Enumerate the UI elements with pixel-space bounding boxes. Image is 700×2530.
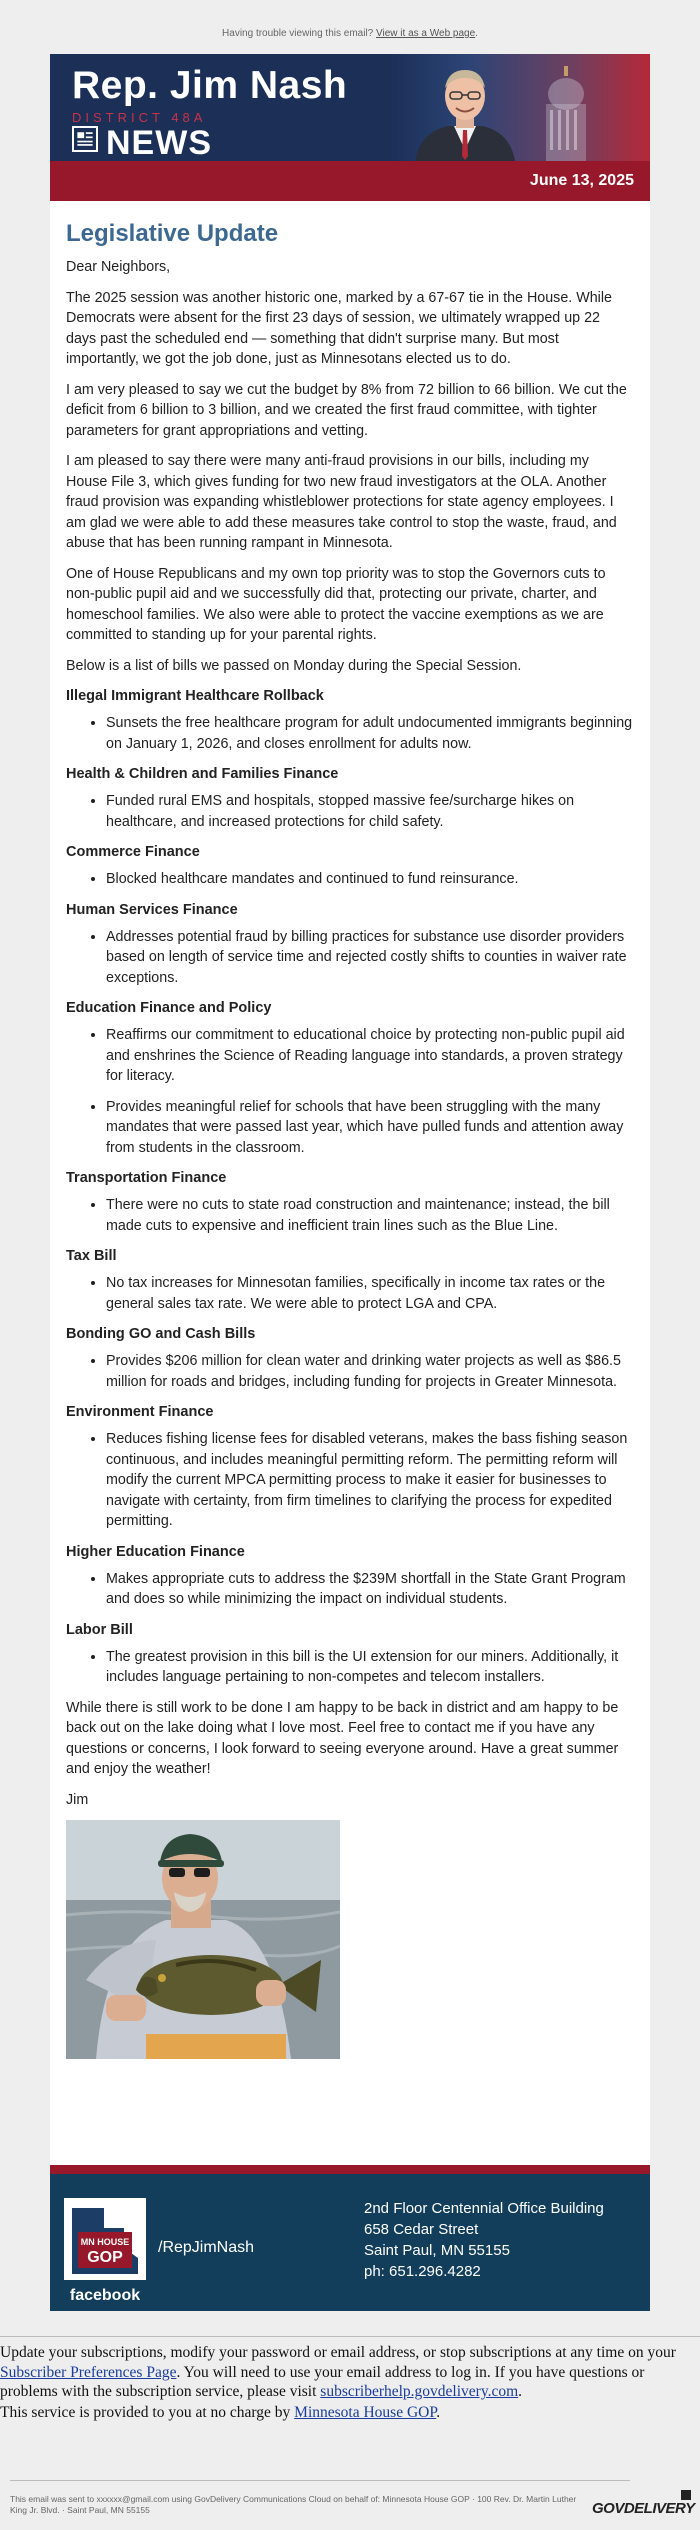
list-item: • Provides $206 million for clean water and drinking water projects as well as $86.5 million for roads and bridges, including funding for projects in Greater Minnesota. bbox=[106, 1351, 634, 1392]
address-line: Saint Paul, MN 55155 bbox=[364, 2242, 510, 2259]
address-line: 2nd Floor Centennial Office Building bbox=[364, 2200, 604, 2217]
section-list bbox=[90, 1195, 634, 1236]
closing-paragraph: While there is still work to be done I am happy to be back in district and am happy to be back out on the lake doing what I love most. Feel free to contact me if you have any questions or concerns, I look forward to seeing everyone around. Have a great summer and enjoy the weather! bbox=[66, 1699, 619, 1777]
subscription-notice bbox=[0, 2343, 700, 2402]
section-list bbox=[90, 1351, 634, 1392]
list-item: • Sunsets the free healthcare program for adult undocumented immigrants beginning on January 1, 2026, and closes enrollment for adults now. bbox=[106, 713, 634, 754]
section-list bbox=[90, 791, 634, 832]
web-view-notice bbox=[0, 28, 700, 39]
section-list bbox=[90, 869, 634, 890]
budget-paragraph: I am very pleased to say we cut the budget by 8% from 72 billion to 66 billion. We cut the deficit from 6 billion to 3 billion, and we created the first fraud committee, with tighter parameters for grant appropriations and vetting. bbox=[66, 381, 627, 439]
logo-line-2: GOP bbox=[87, 2249, 123, 2266]
fine-print: This email was sent to xxxxxx@gmail.com using GovDelivery Communications Cloud on behalf of: Minnesota House GOP · 100 Rev. Dr. Martin Luther King Jr. Blvd. · Saint Paul, MN 55155 bbox=[10, 2494, 577, 2515]
list-item: • Addresses potential fraud by billing practices for substance use disorder providers based on length of service time and rejected costly shifts to counties in waiver rate exceptions. bbox=[106, 927, 634, 989]
signoff: Jim bbox=[66, 1791, 89, 1808]
section-list bbox=[90, 927, 634, 989]
subscriber-preferences-link[interactable]: Subscriber Preferences Page bbox=[0, 2363, 177, 2381]
section-heading: Bonding GO and Cash Bills bbox=[66, 1326, 256, 1342]
greeting: Dear Neighbors, bbox=[66, 259, 171, 275]
govdelivery-flag-icon bbox=[681, 2490, 691, 2500]
subscription-text-1: Update your subscriptions, modify your password or email address, or stop subscriptions at any time on your bbox=[0, 2344, 676, 2361]
subscription-text-3: . bbox=[518, 2383, 523, 2400]
section-heading: Labor Bill bbox=[66, 1621, 133, 1638]
web-view-lead: Having trouble viewing this email? bbox=[222, 28, 374, 39]
section-list bbox=[90, 713, 634, 754]
list-item: • Reduces fishing license fees for disabled veterans, makes the bass fishing season continuous, and includes meaningful permitting reform. The permitting reform will modify the current MPCA permitting process to make it easier for businesses to navigate with certainty, from firm timelines to clarifying the process for expedited permitting. bbox=[106, 1429, 634, 1532]
section-heading: Tax Bill bbox=[66, 1248, 117, 1264]
bills-intro-paragraph: Below is a list of bills we passed on Monday during the Special Session. bbox=[66, 657, 522, 674]
list-item: • There were no cuts to state road construction and maintenance; instead, the bill made cuts to expensive and inefficient train lines such as the Blue Line. bbox=[106, 1195, 634, 1236]
office-address bbox=[364, 2198, 604, 2282]
issue-date: June 13, 2025 bbox=[529, 172, 634, 189]
divider bbox=[10, 2480, 630, 2481]
logo-caption: facebook bbox=[69, 2287, 141, 2304]
section-heading: Environment Finance bbox=[66, 1404, 214, 1420]
section-heading: Human Services Finance bbox=[66, 901, 238, 918]
intro-paragraph: The 2025 session was another historic one, marked by a 67-67 tie in the House. While Democrats were absent for the first 23 days of session, we ultimately wrapped up 22 days past the scheduled end — something that didn't surprise many. But most importantly, we got the job done, just as Minnesotans elected us to do. bbox=[66, 289, 612, 367]
section-list bbox=[90, 1647, 634, 1688]
facebook-handle-link[interactable]: /RepJimNash bbox=[158, 2239, 255, 2256]
contact-footer bbox=[50, 2165, 650, 2311]
header-banner bbox=[50, 54, 650, 161]
fishing-photo bbox=[66, 1820, 340, 2059]
list-item: • Makes appropriate cuts to address the $239M shortfall in the State Grant Program and does so while minimizing the impact on individual students. bbox=[106, 1569, 634, 1610]
capitol-dome-icon bbox=[540, 64, 610, 161]
subscriber-help-link[interactable]: subscriberhelp.govdelivery.com bbox=[320, 2383, 519, 2400]
list-item: • Blocked healthcare mandates and continued to fund reinsurance. bbox=[106, 869, 634, 890]
section-heading: Health & Children and Families Finance bbox=[66, 766, 339, 782]
list-item: • Funded rural EMS and hospitals, stopped massive fee/surcharge hikes on healthcare, and increased protections for child safety. bbox=[106, 791, 634, 832]
newsletter-title: Legislative Update bbox=[66, 220, 279, 247]
section-list bbox=[90, 1273, 634, 1314]
provided-text: This service is provided to you at no charge by bbox=[0, 2404, 295, 2421]
web-view-tail: . bbox=[475, 28, 478, 39]
list-item: • No tax increases for Minnesotan families, specifically in income tax rates or the general sales tax rate. We were able to protect LGA and CPA. bbox=[106, 1273, 634, 1314]
section-heading: Illegal Immigrant Healthcare Rollback bbox=[66, 688, 324, 704]
banner-name: Rep. Jim Nash bbox=[72, 64, 348, 107]
banner-district: DISTRICT 48A bbox=[72, 110, 207, 125]
logo-line-1: MN HOUSE bbox=[80, 2237, 130, 2247]
section-list bbox=[90, 1569, 634, 1610]
banner-news: NEWS bbox=[106, 124, 212, 161]
divider bbox=[0, 2336, 700, 2337]
section-heading: Commerce Finance bbox=[66, 844, 200, 860]
subscription-text-2: . You will need to use your email address to log in. If you have questions or problems with the subscription service, please visit bbox=[0, 2363, 645, 2400]
section-list bbox=[90, 1025, 634, 1158]
newspaper-icon bbox=[72, 126, 98, 152]
house-gop-link[interactable]: Minnesota House GOP bbox=[294, 2404, 437, 2421]
fraud-paragraph: I am pleased to say there were many anti-fraud provisions in our bills, including my House File 3, which gives funding for two new fraud investigators at the OLA. Another fraud provision was expanding whistleblower protections for state agency employees. I am glad we were able to add these measures take control to stop the waste, fraud, and abuse that has been running rampant in Minnesota. bbox=[66, 453, 617, 551]
section-heading: Transportation Finance bbox=[66, 1170, 227, 1186]
service-provided-notice bbox=[0, 2404, 440, 2422]
priority-paragraph: One of House Republicans and my own top priority was to stop the Governors cuts to non-public pupil aid and we successfully did that, protecting our private, charter, and homeschool families. We also were able to protect the vaccine exemptions as we are committed to standing up for your parental rights. bbox=[66, 565, 606, 643]
address-line: 658 Cedar Street bbox=[364, 2221, 479, 2238]
list-item: • Provides meaningful relief for schools that have been struggling with the many mandates that were passed last year, which have pulled funds and attention away from students in the classroom. bbox=[106, 1097, 634, 1159]
section-list bbox=[90, 1429, 634, 1532]
list-item: • The greatest provision in this bill is the UI extension for our miners. Additionally, it includes language pertaining to non-competes and telecom installers. bbox=[106, 1647, 634, 1688]
govdelivery-logo[interactable]: GOVDELIVERY bbox=[592, 2500, 695, 2517]
phone-number: ph: 651.296.4282 bbox=[364, 2263, 481, 2280]
section-heading: Higher Education Finance bbox=[66, 1543, 245, 1560]
newsletter-body bbox=[50, 201, 650, 2165]
list-item: • Reaffirms our commitment to educational choice by protecting non-public pupil aid and enshrines the Science of Reading language into standards, a proven strategy for literacy. bbox=[106, 1025, 634, 1087]
section-heading: Education Finance and Policy bbox=[66, 1000, 272, 1016]
representative-portrait bbox=[410, 60, 520, 161]
provided-tail: . bbox=[436, 2404, 441, 2421]
house-gop-facebook-logo[interactable] bbox=[64, 2198, 146, 2306]
web-view-link[interactable]: View it as a Web page bbox=[376, 28, 476, 39]
date-bar bbox=[50, 161, 650, 201]
